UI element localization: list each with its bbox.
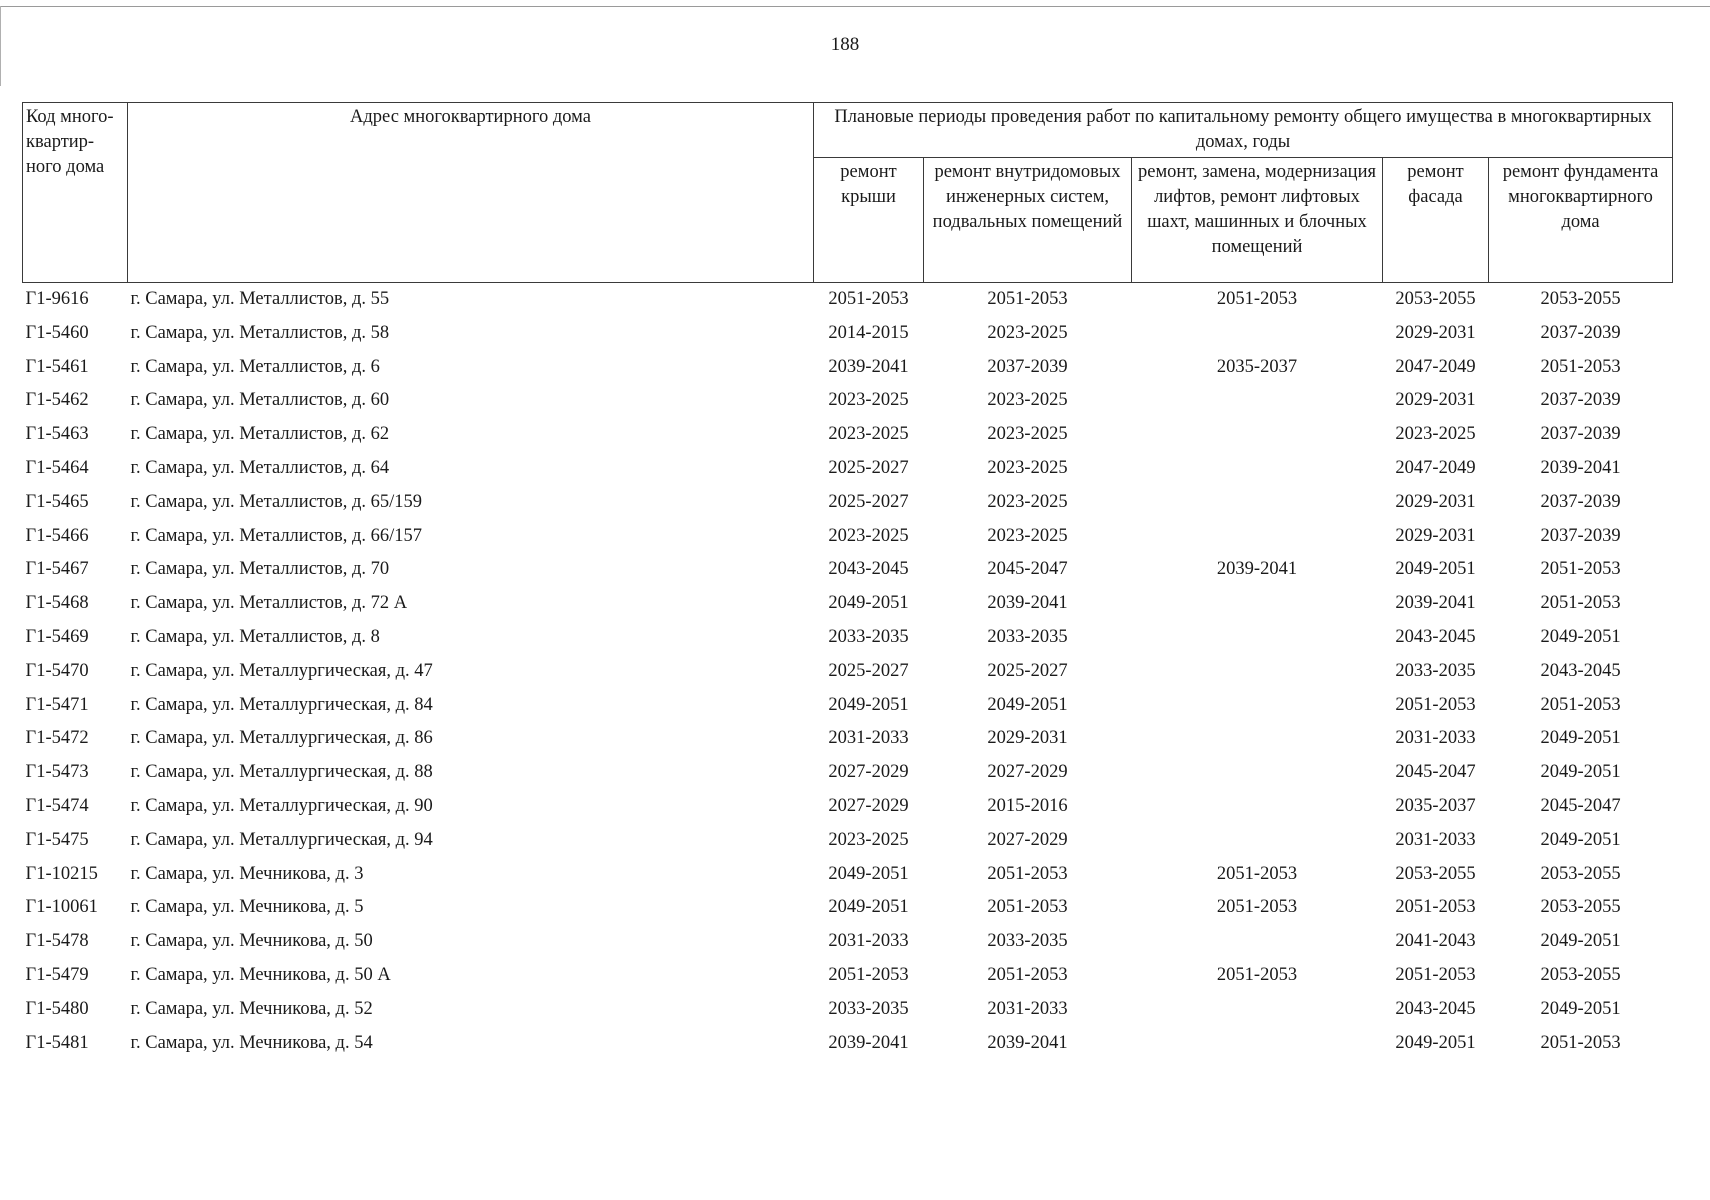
cell-code: Г1-9616 [25, 289, 89, 309]
cell-foundation: 2049-2051 [1540, 728, 1621, 749]
cell-systems: 2051-2053 [987, 964, 1068, 985]
cell-lifts [1132, 317, 1383, 351]
cell-lifts: 2035-2037 [1216, 356, 1298, 377]
cell-foundation: 2051-2053 [1540, 593, 1621, 614]
cell-roof: 2025-2027 [828, 660, 909, 681]
cell-address: г. Самара, ул. Металлистов, д. 58 [130, 322, 390, 343]
cell-facade: 2033-2035 [1395, 660, 1476, 681]
table-row [23, 384, 1673, 418]
cell-facade: 2053-2055 [1395, 863, 1476, 884]
cell-lifts [1132, 520, 1383, 554]
cell-address: г. Самара, ул. Металлистов, д. 6 [130, 356, 380, 377]
table-row [23, 418, 1673, 452]
header-code: Код много-квартир-ного дома [23, 103, 128, 283]
cell-facade: 2031-2033 [1395, 728, 1476, 749]
cell-systems: 2027-2029 [987, 762, 1068, 783]
cell-roof: 2033-2035 [828, 998, 909, 1019]
cell-address: г. Самара, ул. Металлистов, д. 66/157 [130, 525, 423, 546]
cell-lifts [1132, 925, 1383, 959]
cell-address: г. Самара, ул. Металлургическая, д. 84 [130, 694, 433, 715]
cell-systems: 2023-2025 [987, 424, 1068, 445]
cell-foundation: 2049-2051 [1540, 931, 1621, 952]
cell-foundation: 2039-2041 [1540, 457, 1621, 478]
cell-code: Г1-5465 [25, 491, 89, 512]
cell-facade: 2029-2031 [1395, 390, 1476, 411]
cell-code: Г1-5466 [25, 525, 89, 546]
cell-foundation: 2037-2039 [1540, 390, 1621, 411]
cell-foundation: 2051-2053 [1540, 559, 1621, 580]
cell-roof: 2033-2035 [828, 626, 909, 647]
cell-code: Г1-5472 [25, 728, 89, 749]
cell-roof: 2049-2051 [828, 863, 909, 884]
header-address: Адрес многоквартирного дома [128, 103, 814, 283]
cell-lifts [1132, 621, 1383, 655]
cell-roof: 2031-2033 [828, 931, 909, 952]
cell-roof: 2049-2051 [828, 694, 909, 715]
table-row [23, 858, 1673, 892]
cell-systems: 2033-2035 [987, 931, 1068, 952]
cell-lifts [1132, 722, 1383, 756]
table-row [23, 689, 1673, 723]
table-row [23, 824, 1673, 858]
cell-lifts: 2039-2041 [1216, 559, 1298, 580]
table-row [23, 925, 1673, 959]
cell-code: Г1-10061 [25, 897, 98, 918]
cell-facade: 2043-2045 [1395, 998, 1476, 1019]
cell-code: Г1-5462 [25, 390, 89, 411]
cell-address: г. Самара, ул. Металлистов, д. 65/159 [130, 491, 423, 512]
cell-foundation: 2043-2045 [1540, 660, 1621, 681]
table-row [23, 587, 1673, 621]
cell-roof: 2051-2053 [828, 964, 909, 985]
cell-code: Г1-5474 [25, 795, 89, 816]
cell-lifts [1132, 418, 1383, 452]
cell-roof: 2023-2025 [828, 424, 909, 445]
cell-facade: 2023-2025 [1395, 424, 1476, 445]
cell-code: Г1-5469 [25, 626, 89, 647]
header-roof: ремонт крыши [814, 158, 924, 283]
cell-roof: 2049-2051 [828, 593, 909, 614]
cell-code: Г1-5463 [25, 424, 89, 445]
cell-systems: 2023-2025 [987, 457, 1068, 478]
cell-address: г. Самара, ул. Мечникова, д. 52 [130, 998, 373, 1019]
cell-foundation: 2049-2051 [1540, 998, 1621, 1019]
repair-plan-table [22, 102, 1673, 1060]
cell-facade: 2051-2053 [1395, 964, 1476, 985]
cell-facade: 2053-2055 [1395, 289, 1476, 309]
cell-lifts [1132, 993, 1383, 1027]
header-systems: ремонт внутридомовых инженерных систем, подвальных помещений [924, 158, 1132, 283]
cell-address: г. Самара, ул. Металлистов, д. 64 [130, 457, 390, 478]
cell-roof: 2023-2025 [828, 829, 909, 850]
cell-foundation: 2037-2039 [1540, 525, 1621, 546]
cell-address: г. Самара, ул. Металлистов, д. 8 [130, 626, 380, 647]
cell-foundation: 2049-2051 [1540, 762, 1621, 783]
cell-systems: 2029-2031 [987, 728, 1068, 749]
cell-foundation: 2053-2055 [1540, 964, 1621, 985]
cell-foundation: 2051-2053 [1540, 356, 1621, 377]
cell-address: г. Самара, ул. Металлургическая, д. 47 [130, 660, 433, 681]
cell-facade: 2047-2049 [1395, 356, 1476, 377]
cell-code: Г1-5481 [25, 1032, 89, 1053]
cell-systems: 2023-2025 [987, 525, 1068, 546]
cell-facade: 2051-2053 [1395, 897, 1476, 918]
cell-systems: 2045-2047 [987, 559, 1068, 580]
cell-roof: 2027-2029 [828, 795, 909, 816]
cell-systems: 2039-2041 [987, 1032, 1068, 1053]
cell-foundation: 2037-2039 [1540, 424, 1621, 445]
cell-facade: 2039-2041 [1395, 593, 1476, 614]
cell-facade: 2049-2051 [1395, 559, 1476, 580]
cell-lifts [1132, 384, 1383, 418]
table-body [23, 283, 1673, 1061]
table-row [23, 283, 1673, 317]
cell-systems: 2031-2033 [987, 998, 1068, 1019]
cell-code: Г1-5479 [25, 964, 89, 985]
cell-systems: 2051-2053 [987, 863, 1068, 884]
cell-systems: 2049-2051 [987, 694, 1068, 715]
cell-systems: 2033-2035 [987, 626, 1068, 647]
cell-code: Г1-5468 [25, 593, 89, 614]
table-row [23, 655, 1673, 689]
cell-roof: 2039-2041 [828, 356, 909, 377]
cell-systems: 2025-2027 [987, 660, 1068, 681]
cell-code: Г1-5478 [25, 931, 89, 952]
cell-facade: 2035-2037 [1395, 795, 1476, 816]
cell-roof: 2014-2015 [828, 322, 909, 343]
cell-address: г. Самара, ул. Мечникова, д. 54 [130, 1032, 373, 1053]
cell-code: Г1-5460 [25, 322, 89, 343]
cell-lifts [1132, 452, 1383, 486]
cell-roof: 2043-2045 [828, 559, 909, 580]
table-row [23, 520, 1673, 554]
table-row [23, 993, 1673, 1027]
cell-code: Г1-5461 [25, 356, 89, 377]
cell-lifts [1132, 486, 1383, 520]
table-row [23, 486, 1673, 520]
header-facade: ремонт фасада [1383, 158, 1489, 283]
cell-lifts [1132, 824, 1383, 858]
cell-address: г. Самара, ул. Металлистов, д. 60 [130, 390, 390, 411]
cell-lifts [1132, 1027, 1383, 1061]
cell-address: г. Самара, ул. Металлургическая, д. 90 [130, 795, 433, 816]
cell-foundation: 2049-2051 [1540, 626, 1621, 647]
cell-roof: 2025-2027 [828, 457, 909, 478]
cell-address: г. Самара, ул. Металлургическая, д. 86 [130, 728, 433, 749]
table-row [23, 722, 1673, 756]
cell-roof: 2039-2041 [828, 1032, 909, 1053]
cell-foundation: 2051-2053 [1540, 1032, 1621, 1053]
cell-foundation: 2051-2053 [1540, 694, 1621, 715]
cell-systems: 2023-2025 [987, 491, 1068, 512]
cell-lifts [1132, 689, 1383, 723]
cell-address: г. Самара, ул. Мечникова, д. 50 А [130, 964, 391, 985]
cell-lifts: 2051-2053 [1216, 863, 1298, 884]
cell-systems: 2015-2016 [987, 795, 1068, 816]
table-row [23, 790, 1673, 824]
cell-address: г. Самара, ул. Металлистов, д. 70 [130, 559, 390, 580]
cell-systems: 2023-2025 [987, 322, 1068, 343]
cell-address: г. Самара, ул. Металлургическая, д. 94 [130, 829, 433, 850]
cell-foundation: 2049-2051 [1540, 829, 1621, 850]
cell-address: г. Самара, ул. Металлистов, д. 62 [130, 424, 390, 445]
cell-code: Г1-5464 [25, 457, 89, 478]
table-row [23, 891, 1673, 925]
cell-code: Г1-5475 [25, 829, 89, 850]
table-row [23, 621, 1673, 655]
cell-systems: 2051-2053 [987, 289, 1068, 309]
header-periods-group: Плановые периоды проведения работ по капитальному ремонту общего имущества в многоквартирных домах, годы [814, 103, 1673, 158]
cell-systems: 2039-2041 [987, 593, 1068, 614]
table-row [23, 452, 1673, 486]
cell-code: Г1-5471 [25, 694, 89, 715]
cell-facade: 2041-2043 [1395, 931, 1476, 952]
cell-systems: 2023-2025 [987, 390, 1068, 411]
page-number: 188 [830, 34, 860, 55]
cell-lifts: 2051-2053 [1216, 897, 1298, 918]
cell-roof: 2025-2027 [828, 491, 909, 512]
cell-facade: 2045-2047 [1395, 762, 1476, 783]
table-header [23, 103, 1673, 283]
cell-foundation: 2045-2047 [1540, 795, 1621, 816]
table-row [23, 959, 1673, 993]
cell-address: г. Самара, ул. Металлистов, д. 55 [130, 289, 390, 309]
page-top-rule [0, 6, 1710, 7]
cell-facade: 2051-2053 [1395, 694, 1476, 715]
cell-facade: 2049-2051 [1395, 1032, 1476, 1053]
cell-foundation: 2053-2055 [1540, 289, 1621, 309]
table-row [23, 1027, 1673, 1061]
cell-roof: 2027-2029 [828, 762, 909, 783]
cell-systems: 2051-2053 [987, 897, 1068, 918]
cell-systems: 2027-2029 [987, 829, 1068, 850]
cell-address: г. Самара, ул. Металлургическая, д. 88 [130, 762, 433, 783]
cell-foundation: 2037-2039 [1540, 322, 1621, 343]
header-row-top [23, 103, 1673, 158]
cell-lifts: 2051-2053 [1216, 289, 1298, 309]
cell-facade: 2029-2031 [1395, 491, 1476, 512]
cell-code: Г1-5470 [25, 660, 89, 681]
cell-address: г. Самара, ул. Металлистов, д. 72 А [130, 593, 408, 614]
cell-lifts: 2051-2053 [1216, 964, 1298, 985]
cell-facade: 2031-2033 [1395, 829, 1476, 850]
cell-address: г. Самара, ул. Мечникова, д. 5 [130, 897, 364, 918]
cell-foundation: 2053-2055 [1540, 863, 1621, 884]
cell-code: Г1-10215 [25, 863, 98, 884]
header-foundation: ремонт фундамента многоквартирного дома [1489, 158, 1673, 283]
cell-lifts [1132, 587, 1383, 621]
cell-facade: 2029-2031 [1395, 525, 1476, 546]
cell-address: г. Самара, ул. Мечникова, д. 50 [130, 931, 373, 952]
header-lifts: ремонт, замена, модернизация лифтов, ремонт лифтовых шахт, машинных и блочных помещений [1132, 158, 1383, 283]
cell-roof: 2051-2053 [828, 289, 909, 309]
cell-roof: 2023-2025 [828, 390, 909, 411]
cell-facade: 2029-2031 [1395, 322, 1476, 343]
cell-systems: 2037-2039 [987, 356, 1068, 377]
table-row [23, 317, 1673, 351]
cell-roof: 2023-2025 [828, 525, 909, 546]
cell-code: Г1-5467 [25, 559, 89, 580]
cell-foundation: 2037-2039 [1540, 491, 1621, 512]
table-row [23, 756, 1673, 790]
cell-lifts [1132, 655, 1383, 689]
cell-facade: 2047-2049 [1395, 457, 1476, 478]
cell-address: г. Самара, ул. Мечникова, д. 3 [130, 863, 364, 884]
cell-code: Г1-5473 [25, 762, 89, 783]
cell-roof: 2049-2051 [828, 897, 909, 918]
cell-code: Г1-5480 [25, 998, 89, 1019]
cell-lifts [1132, 756, 1383, 790]
cell-roof: 2031-2033 [828, 728, 909, 749]
table-row [23, 351, 1673, 385]
cell-lifts [1132, 790, 1383, 824]
cell-facade: 2043-2045 [1395, 626, 1476, 647]
table-row [23, 553, 1673, 587]
cell-foundation: 2053-2055 [1540, 897, 1621, 918]
